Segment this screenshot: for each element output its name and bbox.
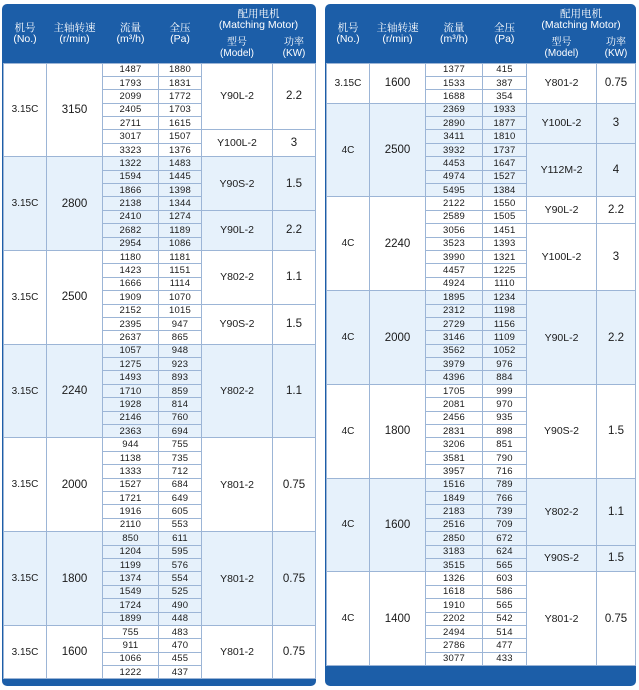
motor-power-cell: 1.1	[273, 250, 316, 304]
pressure-cell: 898	[483, 425, 527, 438]
machine-no-cell: 3.15C	[4, 63, 47, 157]
speed-cell: 1600	[370, 478, 426, 572]
pressure-cell: 948	[159, 344, 202, 357]
pressure-cell: 1274	[159, 210, 202, 223]
table-row	[327, 478, 636, 491]
machine-no-cell: 3.15C	[4, 344, 47, 438]
flow-cell: 3990	[426, 250, 483, 263]
flow-cell: 1377	[426, 63, 483, 76]
pressure-cell: 684	[159, 478, 202, 491]
flow-cell: 1666	[103, 277, 159, 290]
motor-model-cell: Y90S-2	[527, 545, 597, 572]
motor-model-cell: Y802-2	[527, 478, 597, 545]
table-row	[327, 103, 636, 116]
pressure-cell: 935	[483, 411, 527, 424]
flow-cell: 4974	[426, 170, 483, 183]
motor-model-cell: Y90L-2	[202, 63, 273, 130]
pressure-cell: 1393	[483, 237, 527, 250]
speed-cell: 1800	[370, 384, 426, 478]
pressure-cell: 712	[159, 465, 202, 478]
flow-cell: 2410	[103, 210, 159, 223]
pressure-cell: 1933	[483, 103, 527, 116]
pressure-cell: 1110	[483, 277, 527, 290]
flow-cell: 2890	[426, 117, 483, 130]
flow-cell: 850	[103, 532, 159, 545]
flow-cell: 3323	[103, 143, 159, 156]
table-row	[327, 384, 636, 397]
motor-model-cell: Y112M-2	[527, 143, 597, 197]
flow-cell: 2395	[103, 317, 159, 330]
pressure-cell: 595	[159, 545, 202, 558]
motor-power-cell: 0.75	[273, 438, 316, 532]
flow-cell: 1916	[103, 505, 159, 518]
flow-cell: 3979	[426, 358, 483, 371]
machine-no-cell: 4C	[327, 384, 370, 478]
flow-cell: 1138	[103, 451, 159, 464]
motor-model-cell: Y801-2	[202, 438, 273, 532]
speed-cell: 2000	[47, 438, 103, 532]
flow-cell: 3581	[426, 451, 483, 464]
pressure-cell: 354	[483, 90, 527, 103]
right-panel	[325, 4, 636, 686]
flow-cell: 1533	[426, 76, 483, 89]
flow-cell: 1866	[103, 184, 159, 197]
pressure-cell: 554	[159, 572, 202, 585]
machine-no-cell: 3.15C	[4, 250, 47, 344]
pressure-cell: 437	[159, 666, 202, 679]
flow-cell: 1222	[103, 666, 159, 679]
pressure-cell: 553	[159, 518, 202, 531]
motor-model-cell: Y802-2	[202, 250, 273, 304]
flow-cell: 3056	[426, 224, 483, 237]
pressure-cell: 576	[159, 558, 202, 571]
flow-cell: 1594	[103, 170, 159, 183]
pressure-cell: 1703	[159, 103, 202, 116]
pressure-cell: 624	[483, 545, 527, 558]
motor-model-cell: Y801-2	[527, 63, 597, 103]
pressure-cell: 603	[483, 572, 527, 585]
flow-cell: 5495	[426, 184, 483, 197]
flow-cell: 2110	[103, 518, 159, 531]
flow-cell: 755	[103, 625, 159, 638]
header-speed: 主轴转速 (r/min)	[376, 21, 419, 45]
pressure-cell: 694	[159, 425, 202, 438]
flow-cell: 3206	[426, 438, 483, 451]
pressure-cell: 1647	[483, 157, 527, 170]
flow-cell: 1793	[103, 76, 159, 89]
pressure-cell: 789	[483, 478, 527, 491]
machine-no-cell: 4C	[327, 572, 370, 666]
table-row	[327, 291, 636, 304]
pressure-cell: 947	[159, 317, 202, 330]
flow-cell: 2099	[103, 90, 159, 103]
pressure-cell: 1507	[159, 130, 202, 143]
header-flow: 流量 (m³/h)	[116, 21, 145, 45]
pressure-cell: 1070	[159, 291, 202, 304]
speed-cell: 2800	[47, 157, 103, 251]
flow-cell: 3077	[426, 652, 483, 665]
motor-power-cell: 1.1	[597, 478, 636, 545]
flow-cell: 3411	[426, 130, 483, 143]
pressure-cell: 1151	[159, 264, 202, 277]
pressure-cell: 1483	[159, 157, 202, 170]
flow-cell: 1423	[103, 264, 159, 277]
machine-no-cell: 4C	[327, 197, 370, 291]
pressure-cell: 1086	[159, 237, 202, 250]
motor-power-cell: 0.75	[273, 532, 316, 626]
flow-cell: 2138	[103, 197, 159, 210]
machine-no-cell: 4C	[327, 291, 370, 385]
pressure-cell: 387	[483, 76, 527, 89]
flow-cell: 2202	[426, 612, 483, 625]
header-model: 型号 (Model)	[220, 37, 254, 60]
header-power: 功率 (KW)	[604, 37, 628, 60]
motor-model-cell: Y90L-2	[527, 197, 597, 224]
flow-cell: 3146	[426, 331, 483, 344]
pressure-cell: 923	[159, 358, 202, 371]
pressure-cell: 709	[483, 518, 527, 531]
motor-model-cell: Y100L-2	[202, 130, 273, 157]
flow-cell: 1710	[103, 384, 159, 397]
flow-cell: 1910	[426, 599, 483, 612]
pressure-cell: 1615	[159, 117, 202, 130]
machine-no-cell: 4C	[327, 103, 370, 197]
machine-no-cell: 3.15C	[4, 532, 47, 626]
motor-power-cell: 0.75	[273, 625, 316, 679]
pressure-cell: 739	[483, 505, 527, 518]
pressure-cell: 477	[483, 639, 527, 652]
pressure-cell: 565	[483, 599, 527, 612]
pressure-cell: 1189	[159, 224, 202, 237]
pressure-cell: 649	[159, 492, 202, 505]
machine-no-cell: 3.15C	[4, 438, 47, 532]
flow-cell: 1618	[426, 585, 483, 598]
pressure-cell: 1225	[483, 264, 527, 277]
table-row	[327, 572, 636, 585]
pressure-cell: 1877	[483, 117, 527, 130]
pressure-cell: 586	[483, 585, 527, 598]
flow-cell: 944	[103, 438, 159, 451]
pressure-cell: 976	[483, 358, 527, 371]
pressure-cell: 859	[159, 384, 202, 397]
flow-cell: 1527	[103, 478, 159, 491]
flow-cell: 2369	[426, 103, 483, 116]
flow-cell: 2850	[426, 532, 483, 545]
motor-power-cell: 2.2	[273, 210, 316, 250]
flow-cell: 1899	[103, 612, 159, 625]
header-model: 型号 (Model)	[544, 37, 579, 60]
speed-cell: 2000	[370, 291, 426, 385]
pressure-cell: 716	[483, 465, 527, 478]
motor-power-cell: 1.5	[273, 304, 316, 344]
header-speed: 主轴转速 (r/min)	[53, 21, 96, 45]
machine-no-cell: 3.15C	[327, 63, 370, 103]
flow-cell: 1721	[103, 492, 159, 505]
flow-cell: 2456	[426, 411, 483, 424]
pressure-cell: 851	[483, 438, 527, 451]
header-pressure: 全压 (Pa)	[494, 21, 515, 45]
flow-cell: 3932	[426, 143, 483, 156]
pressure-cell: 1114	[159, 277, 202, 290]
motor-power-cell: 1.5	[273, 157, 316, 211]
motor-power-cell: 2.2	[273, 63, 316, 130]
pressure-cell: 790	[483, 451, 527, 464]
motor-power-cell: 1.5	[597, 384, 636, 478]
speed-cell: 1800	[47, 532, 103, 626]
flow-cell: 3562	[426, 344, 483, 357]
right-spec-table	[326, 5, 636, 666]
flow-cell: 1204	[103, 545, 159, 558]
flow-cell: 1549	[103, 585, 159, 598]
pressure-cell: 514	[483, 625, 527, 638]
flow-cell: 1688	[426, 90, 483, 103]
motor-model-cell: Y90L-2	[527, 291, 597, 385]
motor-power-cell: 2.2	[597, 291, 636, 385]
flow-cell: 1066	[103, 652, 159, 665]
header-no: 机号 (No.)	[13, 21, 37, 45]
speed-cell: 2500	[370, 103, 426, 197]
motor-power-cell: 1.1	[273, 344, 316, 438]
flow-cell: 4396	[426, 371, 483, 384]
flow-cell: 2152	[103, 304, 159, 317]
flow-cell: 2729	[426, 317, 483, 330]
pressure-cell: 1344	[159, 197, 202, 210]
flow-cell: 2312	[426, 304, 483, 317]
motor-power-cell: 3	[273, 130, 316, 157]
pressure-cell: 1772	[159, 90, 202, 103]
flow-cell: 2494	[426, 625, 483, 638]
pressure-cell: 1550	[483, 197, 527, 210]
pressure-cell: 865	[159, 331, 202, 344]
flow-cell: 1928	[103, 398, 159, 411]
motor-model-cell: Y100L-2	[527, 103, 597, 143]
table-row	[327, 197, 636, 210]
flow-cell: 1199	[103, 558, 159, 571]
flow-cell: 2637	[103, 331, 159, 344]
motor-model-cell: Y90S-2	[527, 384, 597, 478]
flow-cell: 1333	[103, 465, 159, 478]
pressure-cell: 755	[159, 438, 202, 451]
flow-cell: 1493	[103, 371, 159, 384]
pressure-cell: 999	[483, 384, 527, 397]
table-row	[4, 532, 316, 545]
pressure-cell: 1451	[483, 224, 527, 237]
speed-cell: 2240	[47, 344, 103, 438]
pressure-cell: 1156	[483, 317, 527, 330]
motor-power-cell: 4	[597, 143, 636, 197]
pressure-cell: 1527	[483, 170, 527, 183]
flow-cell: 3183	[426, 545, 483, 558]
flow-cell: 2183	[426, 505, 483, 518]
pressure-cell: 525	[159, 585, 202, 598]
motor-model-cell: Y801-2	[202, 625, 273, 679]
pressure-cell: 1376	[159, 143, 202, 156]
flow-cell: 1895	[426, 291, 483, 304]
pressure-cell: 893	[159, 371, 202, 384]
flow-cell: 4453	[426, 157, 483, 170]
pressure-cell: 611	[159, 532, 202, 545]
table-row	[327, 63, 636, 76]
flow-cell: 2831	[426, 425, 483, 438]
flow-cell: 4924	[426, 277, 483, 290]
pressure-cell: 483	[159, 625, 202, 638]
motor-power-cell: 0.75	[597, 63, 636, 103]
pressure-cell: 735	[159, 451, 202, 464]
flow-cell: 2122	[426, 197, 483, 210]
speed-cell: 1600	[370, 63, 426, 103]
table-row	[4, 438, 316, 451]
motor-power-cell: 2.2	[597, 197, 636, 224]
motor-model-cell: Y90S-2	[202, 157, 273, 211]
flow-cell: 1322	[103, 157, 159, 170]
pressure-cell: 1321	[483, 250, 527, 263]
pressure-cell: 1384	[483, 184, 527, 197]
pressure-cell: 1737	[483, 143, 527, 156]
flow-cell: 2081	[426, 398, 483, 411]
motor-model-cell: Y801-2	[527, 572, 597, 666]
flow-cell: 3957	[426, 465, 483, 478]
pressure-cell: 1398	[159, 184, 202, 197]
table-row	[4, 344, 316, 357]
flow-cell: 2954	[103, 237, 159, 250]
flow-cell: 1057	[103, 344, 159, 357]
flow-cell: 3017	[103, 130, 159, 143]
flow-cell: 2589	[426, 210, 483, 223]
pressure-cell: 542	[483, 612, 527, 625]
flow-cell: 3523	[426, 237, 483, 250]
table-row	[4, 625, 316, 638]
motor-power-cell: 0.75	[597, 572, 636, 666]
machine-no-cell: 3.15C	[4, 625, 47, 679]
pressure-cell: 448	[159, 612, 202, 625]
pressure-cell: 605	[159, 505, 202, 518]
speed-cell: 3150	[47, 63, 103, 157]
speed-cell: 2500	[47, 250, 103, 344]
pressure-cell: 672	[483, 532, 527, 545]
flow-cell: 911	[103, 639, 159, 652]
table-row	[4, 250, 316, 263]
pressure-cell: 814	[159, 398, 202, 411]
header-power: 功率 (KW)	[282, 37, 306, 60]
machine-no-cell: 4C	[327, 478, 370, 572]
pressure-cell: 455	[159, 652, 202, 665]
left-panel	[2, 4, 316, 686]
header-flow: 流量 (m³/h)	[440, 21, 468, 45]
left-table-body	[4, 63, 316, 679]
flow-cell: 3515	[426, 558, 483, 571]
header-no: 机号 (No.)	[336, 21, 360, 45]
speed-cell: 1600	[47, 625, 103, 679]
flow-cell: 1374	[103, 572, 159, 585]
pressure-cell: 1109	[483, 331, 527, 344]
motor-power-cell: 3	[597, 103, 636, 143]
pressure-cell: 415	[483, 63, 527, 76]
motor-power-cell: 1.5	[597, 545, 636, 572]
pressure-cell: 1181	[159, 250, 202, 263]
pressure-cell: 760	[159, 411, 202, 424]
left-spec-table	[3, 5, 316, 679]
flow-cell: 4457	[426, 264, 483, 277]
pressure-cell: 490	[159, 599, 202, 612]
pressure-cell: 1445	[159, 170, 202, 183]
speed-cell: 2240	[370, 197, 426, 291]
pressure-cell: 1052	[483, 344, 527, 357]
pressure-cell: 970	[483, 398, 527, 411]
flow-cell: 2516	[426, 518, 483, 531]
motor-model-cell: Y801-2	[202, 532, 273, 626]
header-motor: 配用电机 (Matching Motor)	[218, 7, 299, 31]
pressure-cell: 470	[159, 639, 202, 652]
flow-cell: 1180	[103, 250, 159, 263]
flow-cell: 2146	[103, 411, 159, 424]
pressure-cell: 433	[483, 652, 527, 665]
pressure-cell: 1234	[483, 291, 527, 304]
speed-cell: 1400	[370, 572, 426, 666]
flow-cell: 1909	[103, 291, 159, 304]
flow-cell: 1705	[426, 384, 483, 397]
table-row	[4, 63, 316, 76]
pressure-cell: 1810	[483, 130, 527, 143]
motor-model-cell: Y90L-2	[202, 210, 273, 250]
flow-cell: 2711	[103, 117, 159, 130]
flow-cell: 1326	[426, 572, 483, 585]
right-table-body	[327, 63, 636, 666]
flow-cell: 2682	[103, 224, 159, 237]
flow-cell: 2786	[426, 639, 483, 652]
pressure-cell: 1015	[159, 304, 202, 317]
pressure-cell: 766	[483, 492, 527, 505]
header-motor: 配用电机 (Matching Motor)	[541, 7, 621, 31]
pressure-cell: 1880	[159, 63, 202, 76]
table-row	[4, 157, 316, 170]
pressure-cell: 1831	[159, 76, 202, 89]
flow-cell: 2405	[103, 103, 159, 116]
motor-model-cell: Y90S-2	[202, 304, 273, 344]
pressure-cell: 1505	[483, 210, 527, 223]
header-pressure: 全压 (Pa)	[169, 21, 191, 45]
flow-cell: 2363	[103, 425, 159, 438]
pressure-cell: 1198	[483, 304, 527, 317]
flow-cell: 1275	[103, 358, 159, 371]
flow-cell: 1849	[426, 492, 483, 505]
motor-model-cell: Y802-2	[202, 344, 273, 438]
flow-cell: 1516	[426, 478, 483, 491]
flow-cell: 1487	[103, 63, 159, 76]
machine-no-cell: 3.15C	[4, 157, 47, 251]
pressure-cell: 565	[483, 558, 527, 571]
motor-model-cell: Y100L-2	[527, 224, 597, 291]
motor-power-cell: 3	[597, 224, 636, 291]
flow-cell: 1724	[103, 599, 159, 612]
pressure-cell: 884	[483, 371, 527, 384]
